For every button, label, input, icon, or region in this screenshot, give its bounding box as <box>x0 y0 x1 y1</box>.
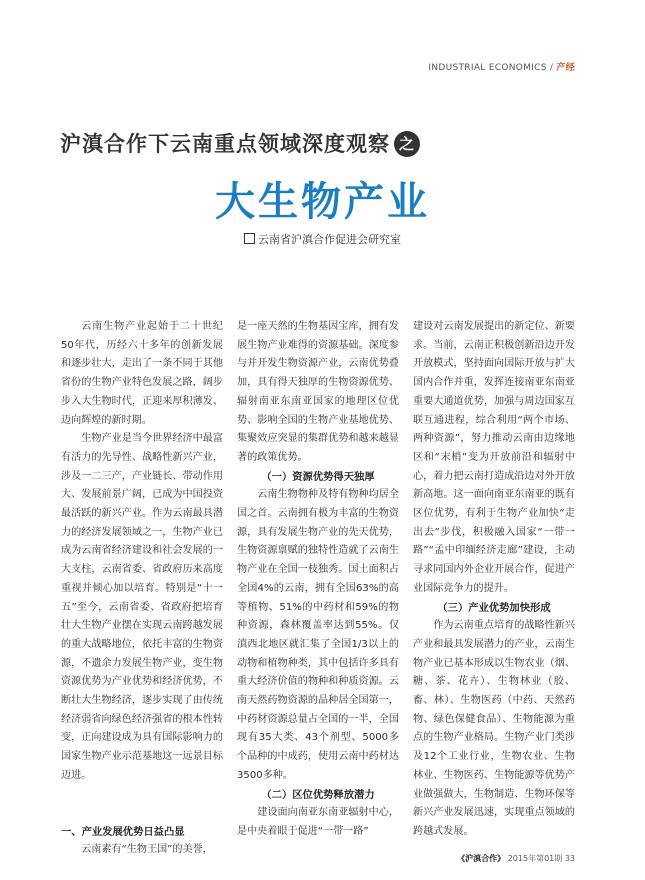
section-header <box>428 60 575 73</box>
subsection-heading: （三）产业优势加快形成 <box>437 601 551 614</box>
paragraph: 作为云南重点培育的战略性新兴产业和最具发展潜力的产业，云南生物产业已基本形成以生物农业（烟、糖、茶、花卉）、生物林业（胶、畜、林）、生物医药（中药、天然药物、绿色保健食品）、生物能源为重点的生物产业格局。生物产业门类涉及12个工业行业，生物农业、生物林业、生物医药、生物能源等优势产业做强做大，生物制造、生物环保等新兴产业发展迅速，实现重点领域的跨越式发展。 <box>413 620 575 837</box>
section-cn: 产经 <box>556 63 575 73</box>
section-heading: 一、产业发展优势日益凸显 <box>61 825 185 838</box>
text-column-3 <box>413 318 575 842</box>
paragraph: 建设对云南发展提出的新定位、新要求。当前，云南正积极创新沿边开发开放模式，坚持面向国际开放与扩大国内合作并重，发挥连接南亚东南亚重要大通道优势，加强与周边国家互联互通进程，综合利用“两个市场、两种资源”，努力推动云南由边缘地区和“末梢”变为开放前沿和辐射中心，着力把云南打造成沿边对外开放新高地。这一面向南亚东南亚的既有区位优势，有利于生物产业加快“走出去”步伐，积极融入国家“一带一路”“孟中印缅经济走廊”建设，主动寻求同国内外企业开展合作，促进产业国际竞争力的提升。 <box>413 321 575 594</box>
page-footer <box>457 853 575 864</box>
author-name: 云南省沪滇合作促进会研究室 <box>258 233 401 246</box>
text-column-2 <box>237 318 399 842</box>
subsection-heading: （一）资源优势得天独厚 <box>261 470 375 483</box>
title-main: 沪滇合作下云南重点领域深度观察 <box>60 132 390 156</box>
issue-info: 2015年第01期 <box>507 854 563 863</box>
page-number: 33 <box>564 854 575 863</box>
article-title-line2: 大生物产业 <box>215 179 430 225</box>
paragraph: 云南素有“生物王国”的美誉， <box>81 844 213 856</box>
paragraph: 是一座天然的生物基因宝库，拥有发展生物产业难得的资源基础。深度参与并开发生物资源产业，云南优势叠加，具有得天独厚的生物资源优势、辐射南亚东南亚国家的地理区位优势、影响全国的生物产业基地优势、集聚效应突显的集群优势和越来越显著的政策优势。 <box>237 321 399 463</box>
paragraph: 生物产业是当今世界经济中最富有活力的先导性、战略性新兴产业，涉及一二三产，产业链长、带动作用大、发展前景广阔，已成为中国投资最活跃的新兴产业。作为云南最具潜力的经济发展领域之一，生物产业已成为云南省经济建设和社会发展的一大支柱，云南省委、省政府历来高度重视并倾心加以培育。特别是“十一五”至今，云南省委、省政府把培育壮大生物产业摆在实现云南跨越发展的重大战略地位，依托丰富的生物资源，不遗余力发展生物产业，变生物资源优势为产业优势和经济优势，不断壮大生物经济，逐步实现了由传统经济弱省向绿色经济强省的根本性转变，正向建设成为具有国际影响力的国家生物产业示范基地这一远景目标迈进。 <box>61 433 223 781</box>
magazine-name: 《沪滇合作》 <box>457 854 506 863</box>
title-zhi-badge: 之 <box>394 131 420 157</box>
section-slash: / <box>546 63 557 73</box>
paragraph: 云南生物产业起始于二十世纪50年代，历经六十多年的创新发展和逐步壮大，走出了一条不同于其他省份的生物产业特色发展之路，阔步步入大生物时代，正迎来厚积薄发、迈向辉煌的新时期。 <box>61 321 223 426</box>
square-icon <box>244 233 255 244</box>
text-column-1 <box>61 318 223 860</box>
article-title-line1 <box>60 128 420 158</box>
section-en: INDUSTRIAL ECONOMICS <box>428 63 547 73</box>
paragraph: 建设面向南亚东南亚辐射中心，是中央着眼于促进“一带一路” <box>237 807 399 837</box>
author-line <box>0 231 645 247</box>
subsection-heading: （二）区位优势释放潜力 <box>261 788 375 801</box>
paragraph: 云南生物物种及特有物种均居全国之首。云南拥有极为丰富的生物资源，具有发展生物产业的先天优势，生物资源禀赋的独特性造就了云南生物产业在全国一枝独秀。国土面积占全国4%的云南，拥有全国63%的高等植物、51%的中药材和59%的物种资源，森林覆盖率达到55%。仅滇西北地区就汇集了全国1/3以上的动物和植物种类，其中包括许多具有重大经济价值的物种和种质资源。云南天然药物资源的品种居全国第一，中药材资源总量占全国的一半，全国现有35大类、43个剂型、5000多个品种的中成药，使用云南中药材达3500多种。 <box>237 489 399 781</box>
